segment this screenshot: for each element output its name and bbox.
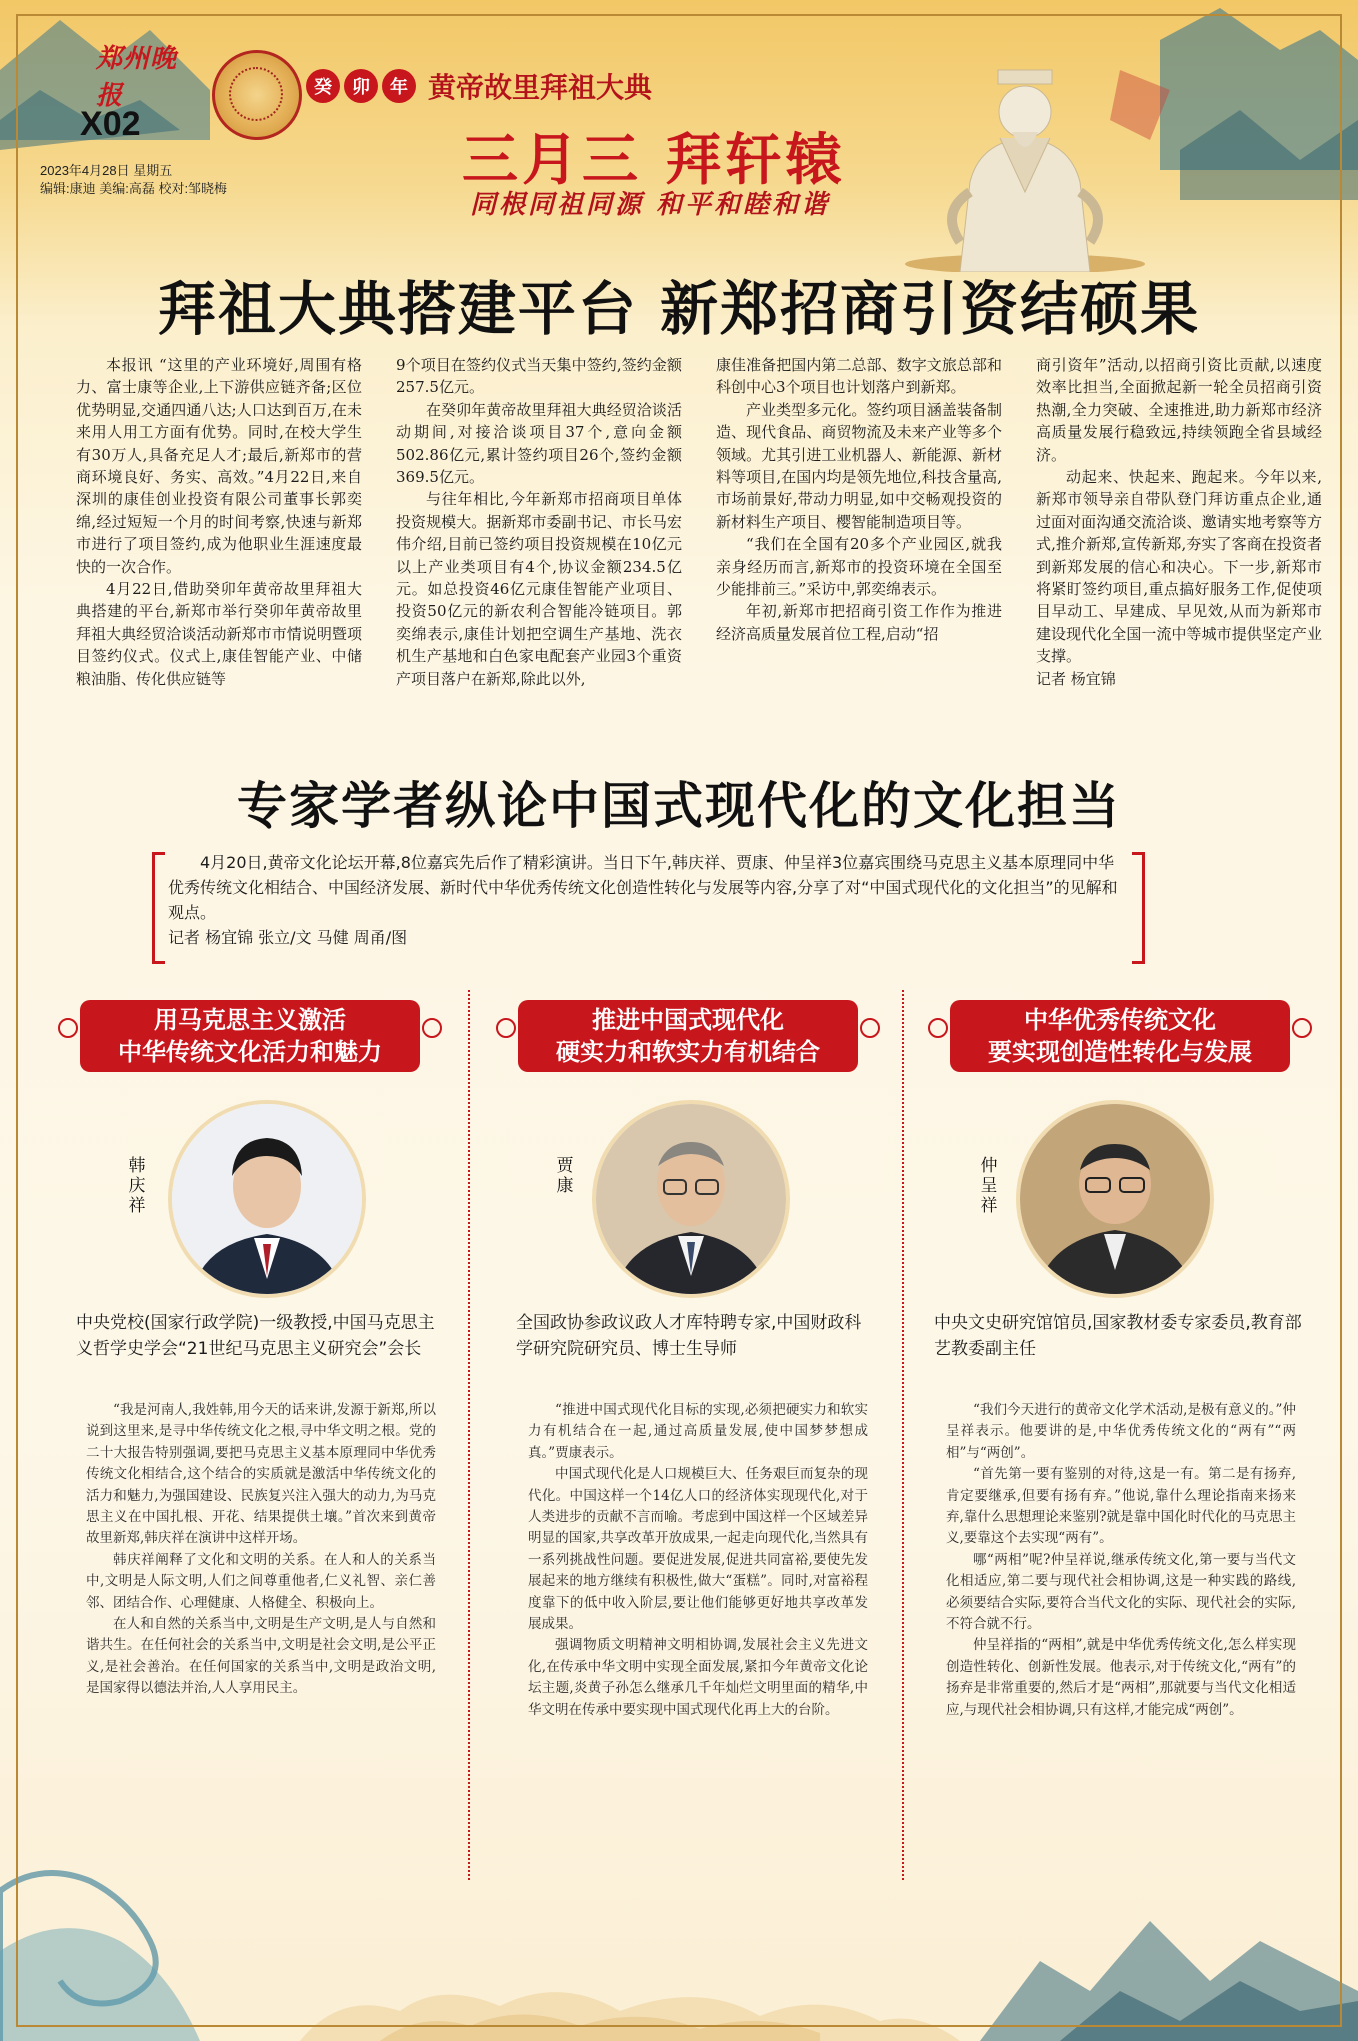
section-title-line1: 中华优秀传统文化: [1024, 1006, 1216, 1034]
paragraph: 康佳准备把国内第二总部、数字文旅总部和科创中心3个项目也计划落户到新郑。: [716, 356, 1002, 397]
sub-slogan: 同根同祖同源 和平和睦和谐: [470, 190, 831, 220]
paragraph: “我是河南人,我姓韩,用今天的话来讲,发源于新郑,所以说到这里来,是寻中华传统文化之根,寻中华文明之根。党的二十大报告特别强调,要把马克思主义基本原理同中华优秀传统文化相结合,这个结合的实质就是激活中华传统文化的活力和魅力,为强国建设、民族复兴注入强大的动力,为马克思主义在中国扎根、开花、结果提供土壤。”首次来到黄帝故里新郑,韩庆祥在演讲中这样开场。: [86, 1402, 436, 1547]
ceremony-seal-icon: [212, 50, 302, 140]
section-title: [920, 996, 1320, 1082]
section-title: [50, 996, 450, 1082]
paragraph: “我们今天进行的黄帝文化学术活动,是极有意义的。”仲呈祥表示。他要讲的是,中华优秀传统文化的“两有”“两相”与“两创”。: [946, 1402, 1296, 1461]
event-banner: [306, 66, 652, 106]
article1-column-3: [716, 354, 1002, 714]
paragraph: 本报讯 “这里的产业环境好,周围有格力、富士康等企业,上下游供应链齐备;区位优势明显,交通四通八达;人口达到百万,在未来用人用工方面有优势。同时,在校大学生有30万人,具备充足人才;最后,新郑市的营商环境良好、务实、高效。”4月22日,来自深圳的康佳创业投资有限公司董事长郭奕绵,经过短短一个月的时间考察,快速与新郑市进行了项目签约,成为他职业生涯速度最快的一次合作。: [76, 356, 362, 576]
paragraph: 9个项目在签约仪式当天集中签约,签约金额257.5亿元。: [396, 356, 682, 397]
section-title-line2: 要实现创造性转化与发展: [988, 1038, 1252, 1066]
article1-body: [76, 354, 1322, 714]
speaker-credential: 中央党校(国家行政学院)一级教授,中国马克思主义哲学史学会“21世纪马克思主义研究会”会长: [76, 1313, 435, 1359]
speaker-name: 仲呈祥: [980, 1156, 998, 1216]
newspaper-logo: 郑州晚报: [96, 44, 178, 111]
section-title-line2: 硬实力和软实力有机结合: [556, 1038, 820, 1066]
paragraph: “首先第一要有鉴别的对待,这是一有。第二是有扬弃,肯定要继承,但要有扬有弃。”他说,靠什么理论指南来扬来弃,靠什么思想理论来鉴别?就是靠中国化时代化的马克思主义,要靠这个去实现“两有”。: [946, 1466, 1296, 1547]
portrait-icon: [596, 1104, 786, 1294]
speaker-body: [528, 1400, 868, 1721]
event-name: 黄帝故里拜祖大典: [428, 71, 653, 104]
section-title-box: [80, 1000, 420, 1072]
speaker-credential: 中央文史研究馆馆员,国家教材委专家委员,教育部艺教委副主任: [934, 1313, 1302, 1359]
paragraph: 与往年相比,今年新郑市招商项目单体投资规模大。据新郑市委副书记、市长马宏伟介绍,目前已签约项目投资规模在10亿元以上产业类项目有4个,协议金额234.5亿元。如总投资46亿元康佳智能产业项目、投资50亿元的新农利合智能冷链项目。郭奕绵表示,康佳计划把空调生产基地、洗衣机生产基地和白色家电配套产业园3个重资产项目落户在新郑,除此以外,: [396, 490, 682, 688]
article1-column-1: [76, 354, 362, 714]
editor-credits: 编辑:康迪 美编:高磊 校对:邹晓梅: [40, 181, 228, 196]
bottom-wave-decoration: [0, 1741, 1358, 2041]
column-divider: [902, 990, 904, 1880]
issue-date: 2023年4月28日 星期五: [40, 163, 173, 178]
article2-headline: 专家学者纵论中国式现代化的文化担当: [237, 777, 1121, 835]
year-badge-1: 癸: [306, 69, 340, 103]
paragraph: 动起来、快起来、跑起来。今年以来,新郑市领导亲自带队登门拜访重点企业,通过面对面沟通交流洽谈、邀请实地考察等方式,推介新郑,宣传新郑,夯实了客商在投资者到新郑发展的信心和决心。下一步,新郑市将紧盯签约项目,重点搞好服务工作,促使项目早动工、早建成、早见效,从而为新郑市建设现代化全国一流中等城市提供坚定产业支撑。: [1036, 468, 1322, 666]
portrait-icon: [172, 1104, 362, 1294]
section-title-box: [518, 1000, 858, 1072]
article2-lead: [168, 850, 1128, 950]
year-badge-2: 卯: [344, 69, 378, 103]
paragraph: “推进中国式现代化目标的实现,必须把硬实力和软实力有机结合在一起,通过高质量发展,使中国梦梦想成真。”贾康表示。: [528, 1402, 868, 1461]
page-number: [80, 96, 141, 147]
section-title-line1: 推进中国式现代化: [592, 1006, 784, 1034]
article1-byline: 记者 杨宜锦: [1036, 669, 1116, 688]
paragraph: 哪“两相”呢?仲呈祥说,继承传统文化,第一要与当代文化相适应,第二要与现代社会相协调,这是一种实践的路线,必须要结合实际,要符合当代文化的实际、现代社会的实际,不符合就不行。: [946, 1551, 1296, 1633]
lead-paragraph: 4月20日,黄帝文化论坛开幕,8位嘉宾先后作了精彩演讲。当日下午,韩庆祥、贾康、仲呈祥3位嘉宾围绕马克思主义基本原理同中华优秀传统文化相结合、中国经济发展、新时代中华优秀传统文化创造性转化与发展等内容,分享了对“中国式现代化的文化担当”的见解和观点。: [168, 853, 1118, 922]
speaker-photo: [168, 1100, 366, 1298]
section-title-box: [950, 1000, 1290, 1072]
paragraph: 中国式现代化是人口规模巨大、任务艰巨而复杂的现代化。中国这样一个14亿人口的经济体实现现代化,对于人类进步的贡献不言而喻。考虑到中国这样一个区域差异明显的国家,共享改革开放成果,一起走向现代化,当然具有一系列挑战性问题。要促进发展,促进共同富裕,要使先发展起来的地方继续有积极性,做大“蛋糕”。同时,对富裕程度靠下的低中收入阶层,要让他们能够更好地共享改革发展成果。: [528, 1466, 868, 1633]
section-title: [488, 996, 888, 1082]
paragraph: “我们在全国有20多个产业园区,就我亲身经历而言,新郑市的投资环境在全国至少能排前三。”采访中,郭奕绵表示。: [716, 535, 1002, 599]
speaker-photo: [592, 1100, 790, 1298]
lead-bracket-right: [1132, 852, 1145, 964]
speaker-body: [86, 1400, 436, 1700]
yellow-emperor-statue-icon: [900, 42, 1150, 272]
article1-column-2: [396, 354, 682, 714]
paragraph: 在癸卯年黄帝故里拜祖大典经贸洽谈活动期间,对接洽谈项目37个,意向金额502.86亿元,累计签约项目26个,签约金额369.5亿元。: [396, 400, 682, 487]
paragraph: 在人和自然的关系当中,文明是生产文明,是人与自然和谐共生。在任何社会的关系当中,文明是社会文明,是公平正义,是社会善治。在任何国家的关系当中,文明是政治文明,是国家得以德法并治,人人享用民主。: [86, 1616, 436, 1697]
section-title-line2: 中华传统文化活力和魅力: [118, 1038, 382, 1066]
article2-byline: 记者 杨宜锦 张立/文 马健 周甬/图: [168, 928, 408, 947]
speaker-name: 韩庆祥: [128, 1156, 146, 1216]
speaker-credential: 全国政协参政议政人才库特聘专家,中国财政科学研究院研究员、博士生导师: [516, 1313, 862, 1359]
paragraph: 仲呈祥指的“两相”,就是中华优秀传统文化,怎么样实现创造性转化、创新性发展。他表示,对于传统文化,“两有”的扬弃是非常重要的,然后才是“两相”,那就要与当代文化相适应,与现代社会相协调,只有这样,才能完成“两创”。: [946, 1637, 1296, 1718]
paragraph: 商引资年”活动,以招商引资比贡献,以速度效率比担当,全面掀起新一轮全员招商引资热潮,全力突破、全速推进,助力新郑市经济高质量发展行稳致远,持续领跑全省县域经济。: [1036, 356, 1322, 464]
lead-bracket-left: [152, 852, 165, 964]
speaker-photo: [1016, 1100, 1214, 1298]
article1-headline: 拜祖大典搭建平台 新郑招商引资结硕果: [157, 275, 1201, 343]
paragraph: 韩庆祥阐释了文化和文明的关系。在人和人的关系当中,文明是人际文明,人们之间尊重他者,仁义礼智、亲仁善邻、团结合作、心理健康、人格健全、积极向上。: [86, 1551, 436, 1611]
speaker-name: 贾康: [556, 1156, 574, 1196]
speaker-body: [946, 1400, 1296, 1721]
section-title-line1: 用马克思主义激活: [154, 1006, 346, 1034]
main-slogan: 三月三 拜轩辕: [462, 128, 846, 193]
column-divider: [468, 990, 470, 1880]
page-code-letter: X: [80, 105, 103, 143]
article1-column-4: [1036, 354, 1322, 714]
portrait-icon: [1020, 1104, 1210, 1294]
paragraph: 强调物质文明精神文明相协调,发展社会主义先进文化,在传承中华文明中实现全面发展,紧扣今年黄帝文化论坛主题,炎黄子孙怎么继承几千年灿烂文明里面的精华,中华文明在传承中要实现中国式现代化再上大的台阶。: [528, 1637, 868, 1718]
paragraph: 产业类型多元化。签约项目涵盖装备制造、现代食品、商贸物流及未来产业等多个领域。尤其引进工业机器人、新能源、新材料等项目,在国内均是领先地位,科技含量高,市场前景好,带动力明显,如中交畅观投资的新材料生产项目、樱智能制造项目等。: [716, 400, 1002, 531]
paragraph: 4月22日,借助癸卯年黄帝故里拜祖大典搭建的平台,新郑市举行癸卯年黄帝故里拜祖大典经贸洽谈活动新郑市市情说明暨项目签约仪式。仪式上,康佳智能产业、中储粮油脂、传化供应链等: [76, 580, 362, 688]
page-code-number: 02: [102, 105, 141, 143]
paragraph: 年初,新郑市把招商引资工作作为推进经济高质量发展首位工程,启动“招: [716, 602, 1002, 643]
year-badge-3: 年: [382, 69, 416, 103]
